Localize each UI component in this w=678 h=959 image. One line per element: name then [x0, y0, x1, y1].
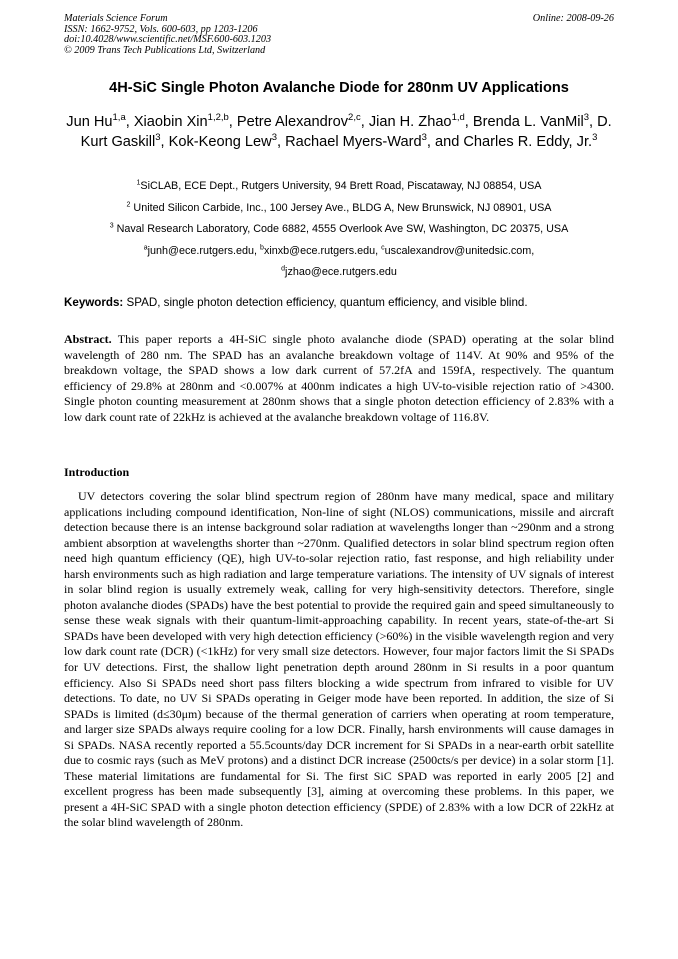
journal-header	[64, 14, 271, 56]
author: Rachael Myers-Ward$^3$, and	[285, 132, 464, 150]
copyright-line: © 2009 Trans Tech Publications Ltd, Switzerland	[64, 44, 266, 56]
paper-title: 4H-SiC Single Photon Avalanche Diode for 280nm UV Applications	[109, 80, 569, 96]
online-date: Online: 2008-09-26	[532, 13, 614, 24]
email-link: jzhao@ece.rutgers.edu	[285, 266, 397, 279]
keywords-label: Keywords:	[64, 296, 124, 309]
journal-name: Materials Science Forum	[64, 13, 168, 24]
introduction-heading: Introduction	[64, 465, 130, 479]
keywords-text: SPAD, single photon detection efficiency, quantum efficiency, and visible blind.	[123, 296, 528, 309]
author: D. Kurt Gaskill$^3$,	[80, 114, 612, 150]
email-link: xinxb@ece.rutgers.edu,	[263, 244, 382, 257]
email-line: $^d$jzhao@ece.rutgers.edu	[281, 265, 397, 279]
email-link: junh@ece.rutgers.edu,	[147, 244, 261, 257]
keywords	[64, 296, 616, 309]
abstract	[64, 332, 614, 426]
email-link: uscalexandrov@unitedsic.com,	[384, 244, 535, 257]
issn-line: ISSN: 1662-9752, Vols. 600-603, pp 1203-1206	[64, 23, 258, 35]
introduction-body: UV detectors covering the solar blind spectrum region of 280nm have many medical, space and military applications including compound identification, Non-line of sight (NLOS) communications, missile and aircraft detection because there is an intense background solar radiation at wavelengths longer than ~290nm and a strong ambient absorption at wavelengths shorter than ~270nm. Qualified detectors in solar blind spectrum region often need high quantum efficiency (QE), high UV-to-solar rejection ratio, fast response, and high reliability under harsh environments such as high radiation and large temperature variations. The intensity of UV signals of interest in solar blind region is usually extremely weak, calling for very high-sensitivity detectors. Therefore, single photon avalanche diodes (SPADs) have the best potential to provide the required gain and speed simultaneously to sense these weak signals with their quantum-limit-approaching capability. In recent years, state-of-the-art Si SPADs have been developed with very high detection efficiency (>60%) in the visible wavelength region and very low dark count rate (DCR) (<1kHz) for very small size detectors. However, four major factors limit the Si SPADs for UV detections. First, the shallow light penetration depth around 280nm in Si results in a poor quantum efficiency. Also Si SPADs need short pass filters blocking a wide spectrum from infrared to visible for UV detections. To date, no UV Si SPADs operating in Geiger mode have been reported. In addition, the size of Si SPADs is limited (d≤30μm) because of the thermal generation of carriers when operating at room temperature, and larger size SPADs always require cooling for a low DCR. Finally, harsh environments will cause damages in Si SPADs. NASA recently reported a 55.5counts/day DCR increment for Si SPADs in a near-earth orbit satellite due to cosmic rays (such as MeV protons) and a distinct DCR increase (2500cts/s per device) in a solar storm [1]. These material limitations are fundamental for Si. The first SiC SPAD was reported in early 2005 [2] and excellent progress has been made subsequently [3], aiming at overcoming these problems. In this paper, we present a 4H-SiC SPAD with a single photon detection efficiency (SPDE) of 2.83% with a low DCR of 22kHz at the solar blind wavelength of 280nm.	[64, 489, 614, 830]
author: Jian H. Zhao$^{1,d}$,	[368, 112, 473, 130]
author: Brenda L. VanMil$^3$,	[472, 112, 598, 130]
email-line: $^a$junh@ece.rutgers.edu, $^b$xinxb@ece.rutgers.edu, $^c$uscalexandrov@unitedsic.com,	[143, 244, 535, 257]
author: Petre Alexandrov$^{2,c}$,	[236, 112, 369, 130]
author: Jun Hu$^{1,a}$,	[66, 112, 134, 130]
affiliation: $^1$SiCLAB, ECE Dept., Rutgers University, 94 Brett Road, Piscataway, NJ 08854, USA	[136, 179, 542, 192]
author-list	[56, 112, 622, 152]
author: Kok-Keong Lew$^3$,	[168, 132, 286, 150]
author: Charles R. Eddy, Jr.$^3$	[463, 132, 598, 150]
abstract-label: Abstract.	[64, 332, 112, 346]
affiliation: $^3$ Naval Research Laboratory, Code 6882, 4555 Overlook Ave SW, Washington, DC 20375, USA	[109, 222, 569, 236]
author: Xiaobin Xin$^{1,2,b}$,	[133, 112, 237, 130]
affiliations	[40, 176, 638, 284]
affiliation: $^2$ United Silicon Carbide, Inc., 100 Jersey Ave., BLDG A, New Brunswick, NJ 08901, USA	[126, 201, 552, 214]
abstract-text: This paper reports a 4H-SiC single photo avalanche diode (SPAD) operating at the solar blind wavelength of 280 nm. The SPAD has an avalanche breakdown voltage of 114V. At 90% and 95% of the breakdown voltage, the SPAD shows a low dark current of 57.2fA and 159fA, respectively. The quantum efficiency of 29.8% at 280nm and <0.007% at 400nm indicates a high UV-to-visible rejection ratio of >4300. Single photon counting measurement at 280nm shows that a single photon detection efficiency of 2.83% with a low dark count rate of 22kHz is achieved at the avalanche breakdown voltage of 116.8V.	[64, 332, 614, 424]
doi-line: doi:10.4028/www.scientific.net/MSF.600-603.1203	[64, 34, 272, 46]
